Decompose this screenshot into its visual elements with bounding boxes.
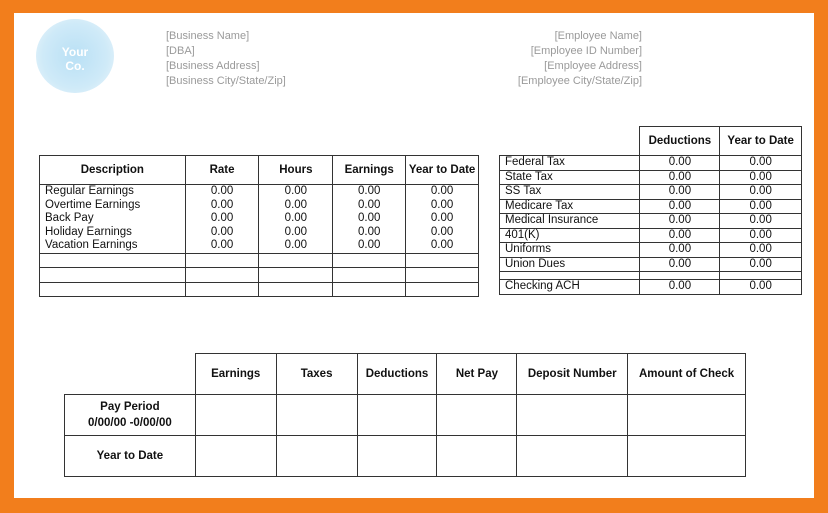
- deduction-amount: 0.00: [640, 228, 720, 243]
- deduction-label: State Tax: [500, 170, 640, 185]
- col-year-to-date: Year to Date: [720, 127, 802, 156]
- col-rate: Rate: [185, 156, 259, 185]
- table-row: [500, 156, 802, 171]
- col-deductions: Deductions: [357, 354, 437, 395]
- business-address: [Business Address]: [166, 60, 260, 72]
- deductions-header-row: [500, 127, 802, 156]
- business-info: [166, 29, 286, 89]
- ach-row: [500, 280, 802, 295]
- deduction-label: Federal Tax: [500, 156, 640, 171]
- deduction-amount: 0.00: [640, 243, 720, 258]
- logo-text-line2: Co.: [65, 59, 85, 73]
- ach-amount: 0.00: [640, 280, 720, 295]
- deduction-label: 401(K): [500, 228, 640, 243]
- table-row: [40, 239, 479, 253]
- summary-table: [64, 353, 746, 477]
- deduction-amount: 0.00: [640, 185, 720, 200]
- earning-rate: 0.00: [185, 199, 259, 213]
- earning-amount: 0.00: [333, 199, 406, 213]
- earning-description: Vacation Earnings: [40, 239, 186, 253]
- table-row: [500, 170, 802, 185]
- deduction-amount: 0.00: [640, 257, 720, 272]
- pay-period-range: 0/00/00 -0/00/00: [88, 417, 172, 429]
- logo-text-line1: Your: [61, 45, 89, 59]
- summary-header-row: [65, 354, 746, 395]
- deduction-ytd: 0.00: [720, 214, 802, 229]
- col-hours: Hours: [259, 156, 333, 185]
- table-row: [40, 226, 479, 240]
- col-net-pay: Net Pay: [437, 354, 517, 395]
- deductions-table: [499, 126, 802, 295]
- earning-hours: 0.00: [259, 239, 333, 253]
- deduction-ytd: 0.00: [720, 243, 802, 258]
- earning-amount: 0.00: [333, 212, 406, 226]
- ach-label: Checking ACH: [500, 280, 640, 295]
- earning-ytd: 0.00: [406, 185, 479, 199]
- deduction-amount: 0.00: [640, 214, 720, 229]
- earning-rate: 0.00: [185, 239, 259, 253]
- business-name: [Business Name]: [166, 30, 250, 42]
- deduction-label: SS Tax: [500, 185, 640, 200]
- col-year-to-date: Year to Date: [406, 156, 479, 185]
- earning-hours: 0.00: [259, 185, 333, 199]
- table-row: [500, 257, 802, 272]
- earning-description: Back Pay: [40, 212, 186, 226]
- company-logo: [36, 19, 114, 93]
- pay-period-label: [65, 395, 196, 436]
- earning-rate: 0.00: [185, 185, 259, 199]
- empty-row: [40, 268, 479, 283]
- table-row: [40, 212, 479, 226]
- earning-hours: 0.00: [259, 199, 333, 213]
- deduction-ytd: 0.00: [720, 156, 802, 171]
- deduction-amount: 0.00: [640, 170, 720, 185]
- table-row: [40, 199, 479, 213]
- earning-rate: 0.00: [185, 226, 259, 240]
- earnings-table: [39, 155, 479, 297]
- earning-amount: 0.00: [333, 226, 406, 240]
- pay-stub-sheet: [14, 13, 814, 498]
- col-amount-of-check: Amount of Check: [628, 354, 746, 395]
- deduction-amount: 0.00: [640, 199, 720, 214]
- earning-hours: 0.00: [259, 226, 333, 240]
- earning-rate: 0.00: [185, 212, 259, 226]
- employee-address: [Employee Address]: [544, 60, 642, 72]
- empty-row: [40, 253, 479, 268]
- ach-ytd: 0.00: [720, 280, 802, 295]
- deduction-amount: 0.00: [640, 156, 720, 171]
- col-earnings: Earnings: [195, 354, 276, 395]
- deduction-ytd: 0.00: [720, 199, 802, 214]
- col-earnings: Earnings: [333, 156, 406, 185]
- year-to-date-row: [65, 436, 746, 477]
- earning-ytd: 0.00: [406, 226, 479, 240]
- employee-info: [518, 29, 642, 89]
- col-deposit-number: Deposit Number: [517, 354, 628, 395]
- table-row: [500, 214, 802, 229]
- business-city-state-zip: [Business City/State/Zip]: [166, 75, 286, 87]
- deduction-ytd: 0.00: [720, 228, 802, 243]
- earning-description: Regular Earnings: [40, 185, 186, 199]
- earning-ytd: 0.00: [406, 212, 479, 226]
- earning-description: Holiday Earnings: [40, 226, 186, 240]
- col-deductions: Deductions: [640, 127, 720, 156]
- deduction-label: Uniforms: [500, 243, 640, 258]
- table-row: [500, 199, 802, 214]
- deduction-ytd: 0.00: [720, 257, 802, 272]
- table-row: [500, 185, 802, 200]
- ytd-label: Year to Date: [65, 436, 196, 477]
- col-description: Description: [40, 156, 186, 185]
- earning-amount: 0.00: [333, 185, 406, 199]
- deduction-ytd: 0.00: [720, 185, 802, 200]
- earning-hours: 0.00: [259, 212, 333, 226]
- earning-ytd: 0.00: [406, 199, 479, 213]
- deduction-ytd: 0.00: [720, 170, 802, 185]
- table-row: [500, 228, 802, 243]
- business-dba: [DBA]: [166, 45, 195, 57]
- employee-id: [Employee ID Number]: [530, 45, 642, 57]
- pay-period-title: Pay Period: [100, 401, 160, 413]
- table-row: [40, 185, 479, 199]
- pay-period-row: [65, 395, 746, 436]
- earning-ytd: 0.00: [406, 239, 479, 253]
- earning-amount: 0.00: [333, 239, 406, 253]
- table-row: [500, 243, 802, 258]
- earnings-header-row: [40, 156, 479, 185]
- deduction-label: Union Dues: [500, 257, 640, 272]
- deduction-label: Medicare Tax: [500, 199, 640, 214]
- col-taxes: Taxes: [276, 354, 357, 395]
- empty-row: [40, 282, 479, 297]
- empty-row: [500, 272, 802, 280]
- deduction-label: Medical Insurance: [500, 214, 640, 229]
- employee-city-state-zip: [Employee City/State/Zip]: [517, 75, 642, 87]
- employee-name: [Employee Name]: [554, 30, 642, 42]
- earning-description: Overtime Earnings: [40, 199, 186, 213]
